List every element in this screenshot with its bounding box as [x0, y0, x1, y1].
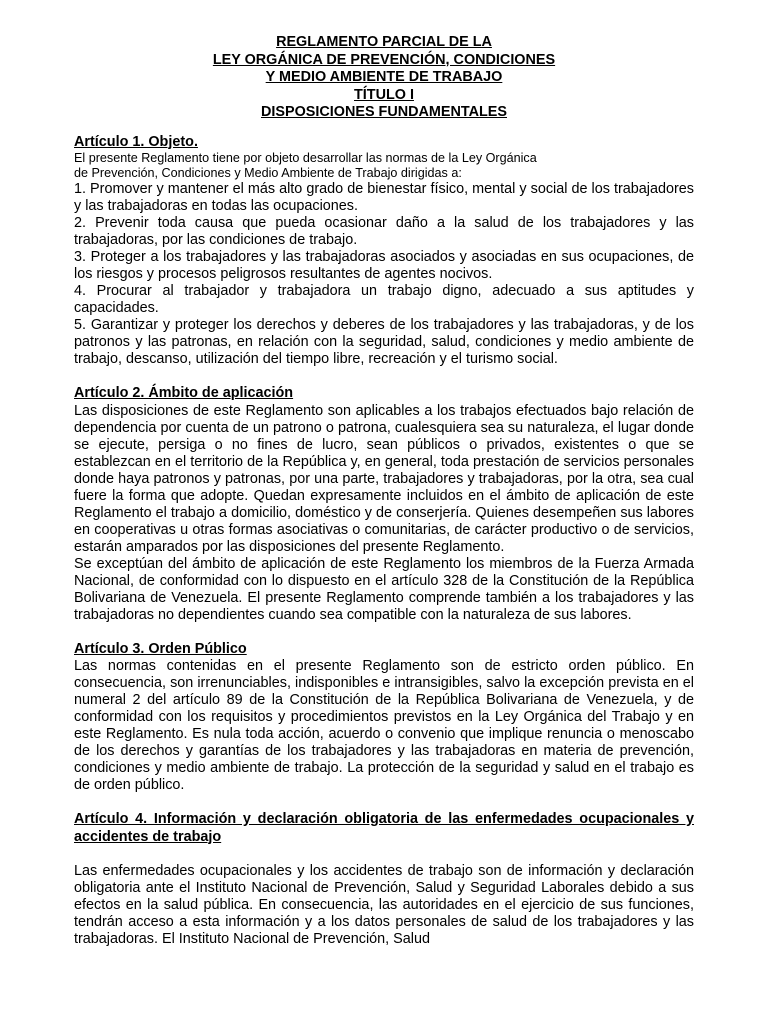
document-title [74, 34, 694, 122]
article-4-paragraph-1: Las enfermedades ocupacionales y los accidentes de trabajo son de información y declaración obligatoria ante el Instituto Nacional de Prevención, Salud y Seguridad Laborales debido a sus efectos en la salud pública. En consecuencia, las autoridades en el ejercicio de sus funciones, tendrán acceso a esta información y a los datos personales de salud de los trabajadores y las trabajadoras. El Instituto Nacional de Prevención, Salud [74, 863, 694, 947]
article-2-heading: Artículo 2. Ámbito de aplicación [74, 385, 294, 401]
spacer [74, 368, 694, 385]
article-3-paragraph-1: Las normas contenidas en el presente Reglamento son de estricto orden público. En consecuencia, son irrenunciables, indisponibles e intransigibles, salvo la excepción prevista en el numeral 2 del artículo 89 de la Constitución de la República Bolivariana de Venezuela, y de conformidad con los requisitos y procedimientos previstos en la Ley Orgánica del Trabajo y en este Reglamento. Es nula toda acción, acuerdo o convenio que implique renuncia o menoscabo de los derechos y garantías de los trabajadores y las trabajadoras en materia de prevención, condiciones y medio ambiente de trabajo. La protección de la seguridad y salud en el trabajo es de orden público. [74, 658, 694, 793]
article-1-heading-dot: . [193, 133, 198, 150]
title-line-4: TÍTULO I [354, 86, 414, 103]
article-4-heading: Artículo 4. Información y declaración obligatoria de las enfermedades ocupacionales y accidentes de trabajo [74, 811, 694, 845]
document-page [74, 34, 694, 948]
article-4 [74, 811, 694, 948]
article-3-heading: Artículo 3. Orden Público [74, 640, 247, 657]
article-1-item-2: 2. Prevenir toda causa que pueda ocasionar daño a la salud de los trabajadores y las trabajadoras, por las condiciones de trabajo. [74, 215, 694, 248]
article-1-heading [74, 134, 694, 152]
title-line-2: LEY ORGÁNICA DE PREVENCIÓN, CONDICIONES [212, 51, 556, 68]
article-2-paragraph-2: Se exceptúan del ámbito de aplicación de este Reglamento los miembros de la Fuerza Armada Nacional, de conformidad con lo dispuesto en el artículo 328 de la Constitución de la República Bolivariana de Venezuela. El presente Reglamento comprende también a los trabajadores y las trabajadoras no dependientes cuando sea compatible con la naturaleza de sus labores. [74, 555, 694, 623]
article-1-item-1: 1. Promover y mantener el más alto grado de bienestar físico, mental y social de los trabajadores y las trabajadoras en todas las ocupaciones. [74, 181, 694, 214]
spacer [74, 794, 694, 811]
title-line-5: DISPOSICIONES FUNDAMENTALES [261, 104, 507, 120]
article-1-item-4: 4. Procurar al trabajador y trabajadora un trabajo digno, adecuado a sus aptitudes y capacidades. [74, 283, 694, 316]
article-1 [74, 134, 694, 369]
article-1-item-5: 5. Garantizar y proteger los derechos y deberes de los trabajadores y las trabajadoras, y de los patronos y las patronas, en relación con la seguridad, salud, condiciones y medio ambiente de trabajo, descanso, utilización del tiempo libre, recreación y el turismo social. [74, 317, 694, 367]
article-2 [74, 385, 694, 624]
article-3 [74, 641, 694, 795]
title-line-1: REGLAMENTO PARCIAL DE LA [276, 34, 492, 50]
article-1-intro-line-2: de Prevención, Condiciones y Medio Ambiente de Trabajo dirigidas a: [74, 166, 462, 180]
article-1-heading-text: Artículo 1. Objeto [74, 133, 194, 150]
title-line-3: Y MEDIO AMBIENTE DE TRABAJO [265, 69, 503, 85]
article-1-item-3: 3. Proteger a los trabajadores y las trabajadoras asociados y asociadas en sus ocupaciones, de los riesgos y procesos peligrosos resultantes de agentes nocivos. [74, 249, 694, 282]
spacer [74, 846, 694, 863]
article-2-paragraph-1: Las disposiciones de este Reglamento son aplicables a los trabajos efectuados bajo relación de dependencia por cuenta de un patrono o patrona, cualesquiera sea su naturaleza, el lugar donde se ejecute, persiga o no fines de lucro, sean públicos o privados, existentes o que se establezcan en el territorio de la República y, en general, toda prestación de servicios personales donde haya patronos y patronas, por una parte, trabajadores y trabajadoras, por la otra, sea cual fuere la forma que adopte. Quedan expresamente incluidos en el ámbito de aplicación de este Reglamento el trabajo a domicilio, doméstico y de conserjería. Quienes desempeñen sus labores en cooperativas u otras formas asociativas o comunitarias, de carácter productivo o de servicios, estarán amparados por las disposiciones del presente Reglamento. [74, 402, 694, 555]
spacer [74, 624, 694, 641]
article-1-intro-line-1: El presente Reglamento tiene por objeto desarrollar las normas de la Ley Orgánica [74, 151, 537, 165]
